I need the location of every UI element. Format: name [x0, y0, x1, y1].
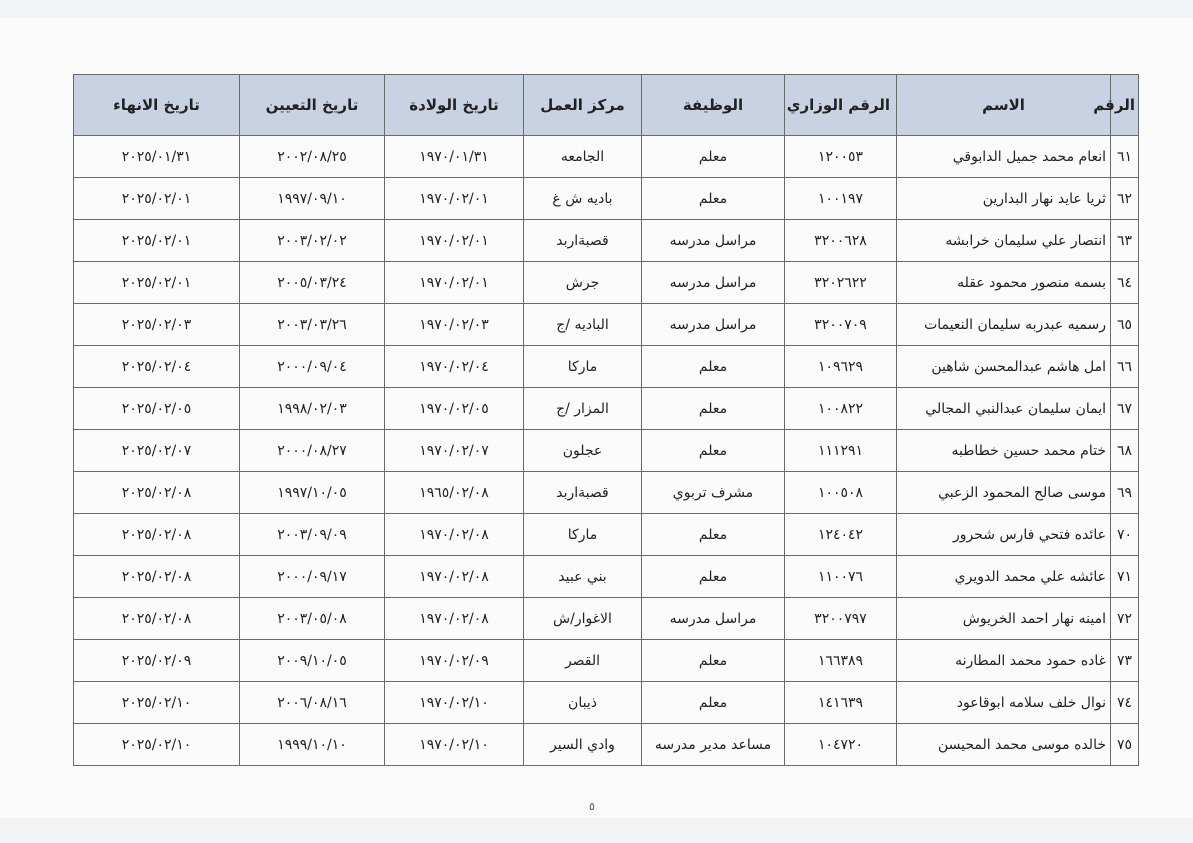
table-row — [74, 598, 1139, 640]
table-row — [74, 430, 1139, 472]
table-row — [74, 136, 1139, 178]
employees-table — [73, 74, 1139, 766]
header-birth-date: تاريخ الولادة — [385, 75, 524, 136]
cell-birth-date: ١٩٧٠/٠٢/٠٨ — [385, 514, 524, 556]
cell-appointment-date: ٢٠٠٣/٠٢/٠٢ — [240, 220, 385, 262]
cell-birth-date: ١٩٧٠/٠٢/١٠ — [385, 682, 524, 724]
cell-end-date: ٢٠٢٥/٠٢/٠٨ — [74, 598, 240, 640]
cell-ministry-id: ١٠٩٦٢٩ — [785, 346, 897, 388]
cell-workplace: الباديه /ج — [524, 304, 642, 346]
cell-ministry-id: ٣٢٠٠٧٠٩ — [785, 304, 897, 346]
cell-appointment-date: ١٩٩٧/١٠/٠٥ — [240, 472, 385, 514]
cell-appointment-date: ٢٠٠٣/٠٥/٠٨ — [240, 598, 385, 640]
cell-workplace: باديه ش غ — [524, 178, 642, 220]
cell-end-date: ٢٠٢٥/٠٢/٠١ — [74, 262, 240, 304]
table-row — [74, 388, 1139, 430]
cell-end-date: ٢٠٢٥/٠٢/٠١ — [74, 178, 240, 220]
cell-ministry-id: ١٠٠٥٠٨ — [785, 472, 897, 514]
cell-name: رسميه عبدربه سليمان النعيمات — [897, 304, 1111, 346]
cell-job: مراسل مدرسه — [642, 262, 785, 304]
cell-num: ٧٢ — [1111, 598, 1139, 640]
cell-end-date: ٢٠٢٥/٠٢/٠٧ — [74, 430, 240, 472]
cell-workplace: الاغوار/ش — [524, 598, 642, 640]
page-number: ٥ — [589, 800, 595, 813]
table-row — [74, 304, 1139, 346]
cell-num: ٦٧ — [1111, 388, 1139, 430]
cell-num: ٦٦ — [1111, 346, 1139, 388]
header-appointment-date: تاريخ التعيين — [240, 75, 385, 136]
cell-ministry-id: ١٠٤٧٢٠ — [785, 724, 897, 766]
table-header-row — [74, 75, 1139, 136]
cell-appointment-date: ٢٠٠٠/٠٩/١٧ — [240, 556, 385, 598]
cell-end-date: ٢٠٢٥/٠٢/٠٣ — [74, 304, 240, 346]
cell-end-date: ٢٠٢٥/٠٢/٠٤ — [74, 346, 240, 388]
cell-name: امل هاشم عبدالمحسن شاهين — [897, 346, 1111, 388]
cell-num: ٦٩ — [1111, 472, 1139, 514]
cell-job: مساعد مدير مدرسه — [642, 724, 785, 766]
cell-num: ٦٣ — [1111, 220, 1139, 262]
cell-appointment-date: ٢٠٠٠/٠٩/٠٤ — [240, 346, 385, 388]
cell-num: ٧٣ — [1111, 640, 1139, 682]
cell-job: معلم — [642, 346, 785, 388]
cell-num: ٦٨ — [1111, 430, 1139, 472]
cell-birth-date: ١٩٧٠/٠٢/٠٤ — [385, 346, 524, 388]
cell-birth-date: ١٩٧٠/٠٢/٠١ — [385, 220, 524, 262]
cell-workplace: الجامعه — [524, 136, 642, 178]
cell-name: امينه نهار احمد الخريوش — [897, 598, 1111, 640]
cell-job: معلم — [642, 178, 785, 220]
cell-birth-date: ١٩٧٠/٠٢/٠١ — [385, 262, 524, 304]
cell-end-date: ٢٠٢٥/٠٢/٠٨ — [74, 472, 240, 514]
cell-job: معلم — [642, 556, 785, 598]
table-row — [74, 472, 1139, 514]
cell-num: ٦٢ — [1111, 178, 1139, 220]
cell-workplace: قصبةاربد — [524, 472, 642, 514]
header-job: الوظيفة — [642, 75, 785, 136]
cell-end-date: ٢٠٢٥/٠٢/٠٨ — [74, 556, 240, 598]
cell-appointment-date: ١٩٩٧/٠٩/١٠ — [240, 178, 385, 220]
cell-workplace: ذيبان — [524, 682, 642, 724]
cell-job: مراسل مدرسه — [642, 304, 785, 346]
cell-ministry-id: ١٠٠١٩٧ — [785, 178, 897, 220]
cell-ministry-id: ٣٢٠٠٦٢٨ — [785, 220, 897, 262]
cell-workplace: المزار /ج — [524, 388, 642, 430]
cell-end-date: ٢٠٢٥/٠٢/٠٥ — [74, 388, 240, 430]
cell-ministry-id: ٣٢٠٢٦٢٢ — [785, 262, 897, 304]
cell-num: ٧٤ — [1111, 682, 1139, 724]
cell-name: انعام محمد جميل الدابوقي — [897, 136, 1111, 178]
cell-workplace: القصر — [524, 640, 642, 682]
cell-end-date: ٢٠٢٥/٠٢/٠٩ — [74, 640, 240, 682]
cell-num: ٦٥ — [1111, 304, 1139, 346]
cell-num: ٦١ — [1111, 136, 1139, 178]
cell-appointment-date: ٢٠٠٣/٠٩/٠٩ — [240, 514, 385, 556]
cell-end-date: ٢٠٢٥/٠١/٣١ — [74, 136, 240, 178]
cell-end-date: ٢٠٢٥/٠٢/٠١ — [74, 220, 240, 262]
cell-appointment-date: ١٩٩٨/٠٢/٠٣ — [240, 388, 385, 430]
cell-job: معلم — [642, 430, 785, 472]
cell-appointment-date: ٢٠٠٠/٠٨/٢٧ — [240, 430, 385, 472]
table-row — [74, 556, 1139, 598]
cell-appointment-date: ٢٠٠٣/٠٣/٢٦ — [240, 304, 385, 346]
cell-num: ٧٠ — [1111, 514, 1139, 556]
table-row — [74, 514, 1139, 556]
cell-job: معلم — [642, 136, 785, 178]
cell-appointment-date: ٢٠٠٩/١٠/٠٥ — [240, 640, 385, 682]
table-row — [74, 640, 1139, 682]
cell-name: ثريا عايد نهار البدارين — [897, 178, 1111, 220]
table-row — [74, 178, 1139, 220]
table-row — [74, 724, 1139, 766]
cell-workplace: بني عبيد — [524, 556, 642, 598]
cell-ministry-id: ٣٢٠٠٧٩٧ — [785, 598, 897, 640]
cell-end-date: ٢٠٢٥/٠٢/١٠ — [74, 682, 240, 724]
cell-name: خالده موسى محمد المحيسن — [897, 724, 1111, 766]
cell-birth-date: ١٩٧٠/٠٢/٠٩ — [385, 640, 524, 682]
cell-workplace: عجلون — [524, 430, 642, 472]
cell-birth-date: ١٩٧٠/٠١/٣١ — [385, 136, 524, 178]
cell-workplace: جرش — [524, 262, 642, 304]
cell-job: معلم — [642, 388, 785, 430]
table-row — [74, 682, 1139, 724]
header-ministry-id: الرقم الوزاري — [785, 75, 897, 136]
cell-appointment-date: ٢٠٠٢/٠٨/٢٥ — [240, 136, 385, 178]
cell-num: ٦٤ — [1111, 262, 1139, 304]
cell-birth-date: ١٩٧٠/٠٢/٠٧ — [385, 430, 524, 472]
cell-name: ايمان سليمان عبدالنبي المجالي — [897, 388, 1111, 430]
cell-name: موسى صالح المحمود الزعبي — [897, 472, 1111, 514]
cell-name: بسمه منصور محمود عقله — [897, 262, 1111, 304]
cell-appointment-date: ٢٠٠٦/٠٨/١٦ — [240, 682, 385, 724]
cell-ministry-id: ١٤١٦٣٩ — [785, 682, 897, 724]
cell-num: ٧٥ — [1111, 724, 1139, 766]
cell-ministry-id: ١١١٢٩١ — [785, 430, 897, 472]
cell-appointment-date: ٢٠٠٥/٠٣/٢٤ — [240, 262, 385, 304]
cell-appointment-date: ١٩٩٩/١٠/١٠ — [240, 724, 385, 766]
cell-name: عائده فتحي فارس شحرور — [897, 514, 1111, 556]
cell-ministry-id: ١٢٠٠٥٣ — [785, 136, 897, 178]
table-row — [74, 262, 1139, 304]
cell-name: ختام محمد حسين خطاطبه — [897, 430, 1111, 472]
cell-job: مراسل مدرسه — [642, 598, 785, 640]
cell-name: انتصار علي سليمان خرابشه — [897, 220, 1111, 262]
header-num: الرقم — [1111, 75, 1139, 136]
cell-birth-date: ١٩٧٠/٠٢/٠٨ — [385, 556, 524, 598]
cell-ministry-id: ١١٠٠٧٦ — [785, 556, 897, 598]
cell-job: معلم — [642, 682, 785, 724]
cell-ministry-id: ١٢٤٠٤٢ — [785, 514, 897, 556]
cell-job: معلم — [642, 514, 785, 556]
cell-workplace: وادي السير — [524, 724, 642, 766]
cell-birth-date: ١٩٧٠/٠٢/٠٣ — [385, 304, 524, 346]
header-name: الاسم — [897, 75, 1111, 136]
cell-birth-date: ١٩٦٥/٠٢/٠٨ — [385, 472, 524, 514]
cell-job: مشرف تربوي — [642, 472, 785, 514]
cell-name: عائشه علي محمد الدويري — [897, 556, 1111, 598]
cell-job: مراسل مدرسه — [642, 220, 785, 262]
cell-workplace: ماركا — [524, 514, 642, 556]
cell-birth-date: ١٩٧٠/٠٢/١٠ — [385, 724, 524, 766]
cell-birth-date: ١٩٧٠/٠٢/٠١ — [385, 178, 524, 220]
cell-num: ٧١ — [1111, 556, 1139, 598]
cell-workplace: ماركا — [524, 346, 642, 388]
cell-end-date: ٢٠٢٥/٠٢/٠٨ — [74, 514, 240, 556]
cell-workplace: قصبةاربد — [524, 220, 642, 262]
cell-job: معلم — [642, 640, 785, 682]
cell-birth-date: ١٩٧٠/٠٢/٠٥ — [385, 388, 524, 430]
table-row — [74, 220, 1139, 262]
document-page — [0, 18, 1193, 818]
table-row — [74, 346, 1139, 388]
cell-end-date: ٢٠٢٥/٠٢/١٠ — [74, 724, 240, 766]
cell-ministry-id: ١٠٠٨٢٢ — [785, 388, 897, 430]
cell-name: نوال خلف سلامه ابوقاعود — [897, 682, 1111, 724]
cell-name: غاده حمود محمد المطارنه — [897, 640, 1111, 682]
cell-ministry-id: ١٦٦٣٨٩ — [785, 640, 897, 682]
header-end-date: تاريخ الانهاء — [74, 75, 240, 136]
header-workplace: مركز العمل — [524, 75, 642, 136]
cell-birth-date: ١٩٧٠/٠٢/٠٨ — [385, 598, 524, 640]
